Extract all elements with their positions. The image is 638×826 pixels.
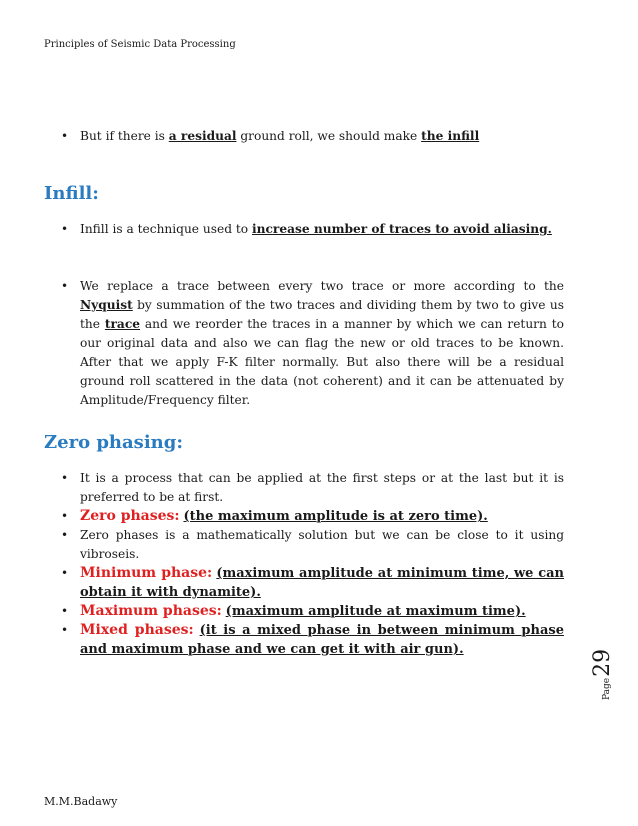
emphasis-text: trace [104, 317, 140, 331]
page-footer-author: M.M.Badawy [44, 795, 118, 808]
heading-infill: Infill: [44, 183, 99, 204]
list-item: • Zero phases is a mathematically solution but we can be close to it using vibroseis. [44, 526, 564, 564]
phase-label: Maximum phases: [80, 603, 222, 619]
heading-zero-phasing: Zero phasing: [44, 432, 183, 453]
page-header-title: Principles of Seismic Data Processing [44, 39, 236, 50]
page-number-value: 29 [590, 648, 615, 677]
infill-list-2 [44, 277, 564, 410]
emphasis-text: (it is a mixed phase in between minimum phase and maximum phase and we can get it with air gun). [80, 623, 564, 657]
emphasis-text: (maximum amplitude at maximum time). [225, 604, 526, 619]
page-number-label: Page [602, 677, 612, 700]
list-item: • But if there is a residual ground roll, we should make the infill [44, 127, 564, 146]
emphasis-text: a residual [168, 129, 237, 143]
emphasis-text: (maximum amplitude at minimum time, we can obtain it with dynamite). [80, 566, 564, 600]
phase-label: Minimum phase: [80, 565, 213, 581]
emphasis-text: increase number of traces to avoid aliasing. [252, 222, 552, 236]
list-item: • It is a process that can be applied at the first steps or at the last but it is preferred to be at first. [44, 469, 564, 507]
residual-list [44, 127, 564, 146]
list-item [44, 564, 564, 602]
list-item: • We replace a trace between every two trace or more according to the Nyquist by summation of the two traces and dividing them by two to give us the trace and we reorder the traces in a manner by which we can return to our original data and also we can flag the new or old traces to be known. After that we apply F-K filter normally. But also there will be a residual ground roll scattered in the data (not coherent) and it can be attenuated by Amplitude/Frequency filter. [44, 277, 564, 410]
infill-list-1 [44, 220, 564, 239]
list-item [44, 602, 564, 621]
emphasis-text: the infill [421, 129, 480, 143]
list-item [44, 621, 564, 659]
list-item: • Infill is a technique used to increase number of traces to avoid aliasing. [44, 220, 564, 239]
zero-phasing-list [44, 469, 564, 659]
emphasis-text: Nyquist [80, 298, 133, 312]
page-number [590, 650, 620, 700]
emphasis-text: (the maximum amplitude is at zero time). [183, 509, 488, 524]
phase-label: Mixed phases: [80, 622, 194, 638]
list-item [44, 507, 564, 526]
phase-label: Zero phases: [80, 508, 180, 524]
